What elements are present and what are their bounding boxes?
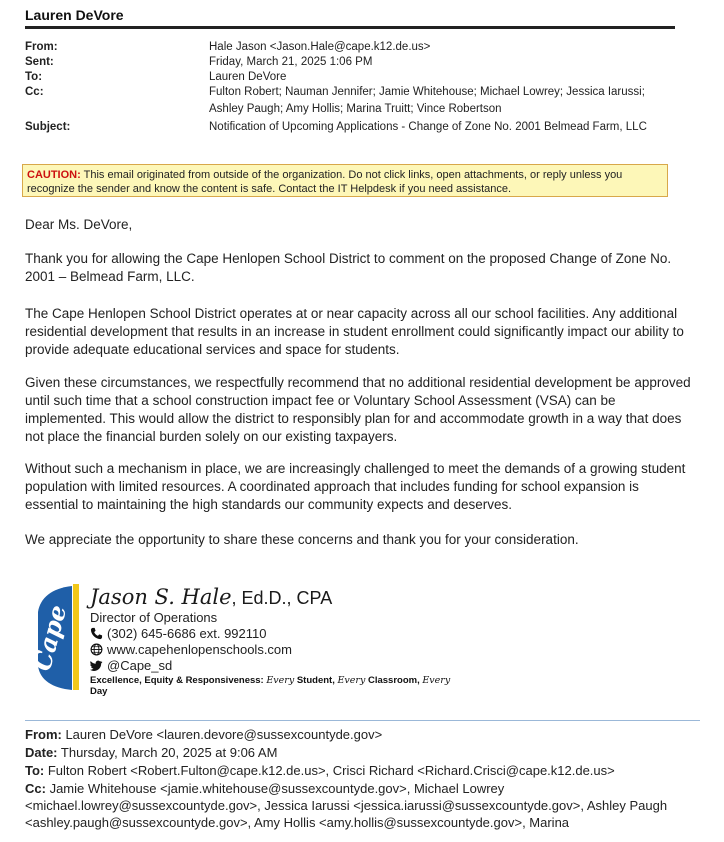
forwarded-date-row — [25, 744, 715, 761]
header-to-label: To: — [25, 71, 43, 83]
body-paragraph-2: The Cape Henlopen School District operates at or near capacity across all our school facilities. Any additional residential development that results in an increase in student enrollment could significantly impact our ability to provide adequate educational services and space for students. — [25, 306, 684, 357]
signature-phone-row — [90, 626, 470, 642]
forwarded-message-separator — [25, 720, 700, 721]
header-sent-value: Friday, March 21, 2025 1:06 PM — [209, 56, 373, 68]
email-signature — [90, 585, 470, 697]
header-from-value: Hale Jason <Jason.Hale@cape.k12.de.us> — [209, 41, 431, 53]
header-to-value: Lauren DeVore — [209, 71, 287, 83]
header-sent-label: Sent: — [25, 56, 54, 68]
signature-twitter-row — [90, 658, 470, 674]
forwarded-cc-value: Jamie Whitehouse <jamie.whitehouse@sussexcountyde.gov>, Michael Lowrey <michael.lowrey@sussexcountyde.gov>, Jessica Iarussi <jessica.iarussi@sussexcountyde.gov>, Ashley Paugh <ashley.paugh@sussexcountyde.gov>, Amy Hollis <amy.hollis@sussexcountyde.gov>, Marina — [25, 781, 668, 830]
header-subject-value: Notification of Upcoming Applications - Change of Zone No. 2001 Belmead Farm, LLC — [209, 121, 647, 133]
signature-motto: Excellence, Equity & Responsiveness: Every Student, Every Classroom, Every Day — [90, 675, 451, 697]
cape-logo-icon — [27, 582, 84, 694]
forwarded-from-row — [25, 726, 715, 743]
header-subject-label: Subject: — [25, 121, 71, 133]
signature-website: www.capehenlopenschools.com — [107, 642, 292, 657]
body-paragraph-5: We appreciate the opportunity to share these concerns and thank you for your consideration. — [25, 532, 579, 547]
body-paragraph-4: Without such a mechanism in place, we are increasingly challenged to meet the demands of a growing student population with limited resources. A coordinated approach that includes funding for school expansion is essential to maintaining the high standards our community expects and deserves. — [25, 461, 686, 512]
header-from-label: From: — [25, 41, 58, 53]
body-paragraph-3: Given these circumstances, we respectfully recommend that no additional residential development be approved until such time that a school construction impact fee or Voluntary School Assessment (VSA) can be implemented. This would allow the district to responsibly plan for and accommodate growth in a way that does not place the financial burden solely on our existing taxpayers. — [25, 375, 691, 444]
header-cc-value: Fulton Robert; Nauman Jennifer; Jamie Whitehouse; Michael Lowrey; Jessica Iarussi; Ashley Paugh; Amy Hollis; Marina Truitt; Vince Robertson — [209, 86, 645, 115]
forwarded-from-value: Lauren DeVore <lauren.devore@sussexcountyde.gov> — [61, 727, 383, 742]
owner-divider — [25, 26, 675, 29]
phone-icon — [90, 627, 103, 640]
twitter-bird-icon — [90, 659, 103, 672]
forwarded-date-label: Date: — [25, 745, 58, 760]
signature-website-row — [90, 642, 470, 658]
signature-name-line — [90, 585, 470, 610]
header-cc-label: Cc: — [25, 86, 44, 98]
signature-name: Jason S. Hale — [90, 585, 232, 609]
caution-text: This email originated from outside of the organization. Do not click links, open attachments, or reply unless you recognize the sender and know the content is safe. Contact the IT Helpdesk if you need assistance. — [27, 169, 623, 195]
forwarded-to-row — [25, 762, 715, 779]
forwarded-date-value: Thursday, March 20, 2025 at 9:06 AM — [57, 745, 278, 760]
caution-label: CAUTION: — [27, 169, 81, 181]
mailbox-owner-name: Lauren DeVore — [25, 7, 124, 23]
email-greeting: Dear Ms. DeVore, — [25, 217, 133, 232]
signature-phone: (302) 645-6686 ext. 992110 — [107, 626, 267, 641]
external-email-caution-banner — [22, 164, 668, 197]
forwarded-cc-label: Cc: — [25, 781, 46, 796]
cape-logo-text: Cape — [27, 601, 73, 674]
forwarded-from-label: From: — [25, 727, 62, 742]
forwarded-to-value: Fulton Robert <Robert.Fulton@cape.k12.de.us>, Crisci Richard <Richard.Crisci@cape.k12.de.us> — [44, 763, 615, 778]
globe-icon — [90, 643, 103, 656]
forwarded-cc-row — [25, 780, 715, 831]
forwarded-to-label: To: — [25, 763, 45, 778]
signature-twitter-handle: @Cape_sd — [107, 658, 173, 673]
body-paragraph-1: Thank you for allowing the Cape Henlopen School District to comment on the proposed Change of Zone No. 2001 – Belmead Farm, LLC. — [25, 251, 672, 284]
signature-credentials: , Ed.D., CPA — [231, 588, 333, 608]
signature-title: Director of Operations — [90, 610, 218, 625]
